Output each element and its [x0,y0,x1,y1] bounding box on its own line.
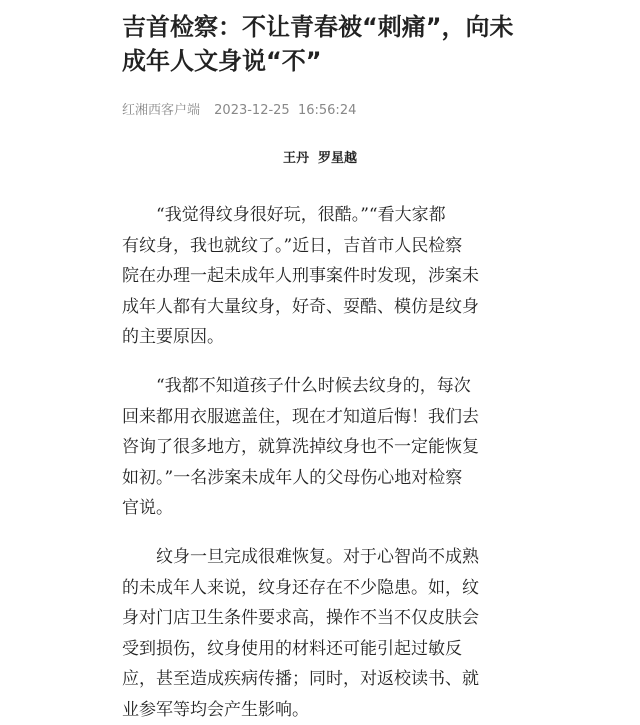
paragraph-line: 咨询了很多地方，就算洗掉纹身也不一定能恢复 [122,437,479,457]
paragraph-line: 业参军等均会产生影响。 [122,699,309,720]
article-authors: 王丹 罗星越 [282,151,358,166]
paragraph-line: 官说。 [122,498,173,518]
paragraph [122,371,522,524]
paragraph-line: 的主要原因。 [122,327,224,347]
article-title: 吉首检察：不让青春被“刺痛”，向未成年人文身说“不” [122,13,514,75]
paragraph-line: 的未成年人来说，纹身还存在不少隐患。如，纹 [122,577,479,598]
paragraph-line: 纹身一旦完成很难恢复。对于心智尚不成熟 [122,547,479,567]
article-source[interactable]: 红湘西客户端 [122,103,201,118]
paragraph-line: 受到损伤，纹身使用的材料还可能引起过敏反 [122,638,462,659]
paragraph-line: 院在办理一起未成年人刑事案件时发现，涉案未 [122,266,479,286]
paragraph [122,200,522,353]
paragraph-line: “我觉得纹身很好玩，很酷。”“看大家都 [122,205,446,225]
paragraph-line: 成年人都有大量纹身，好奇、耍酷、模仿是纹身 [122,296,479,317]
paragraph [122,542,522,725]
paragraph-line: 回来都用衣服遮盖住，现在才知道后悔！我们去 [122,406,479,427]
article-datetime: 2023-12-25 16:56:24 [214,103,357,118]
paragraph-line: “我都不知道孩子什么时候去纹身的，每次 [122,376,471,396]
paragraph-line: 有纹身，我也就纹了。”近日，吉首市人民检察 [122,235,463,256]
paragraph-line: 身对门店卫生条件要求高，操作不当不仅皮肤会 [122,608,479,628]
article-meta [122,101,366,121]
paragraph-line: 如初。”一名涉案未成年人的父母伤心地对检察 [122,467,463,488]
paragraph-line: 应，甚至造成疾病传播；同时，对返校读书、就 [122,669,479,689]
